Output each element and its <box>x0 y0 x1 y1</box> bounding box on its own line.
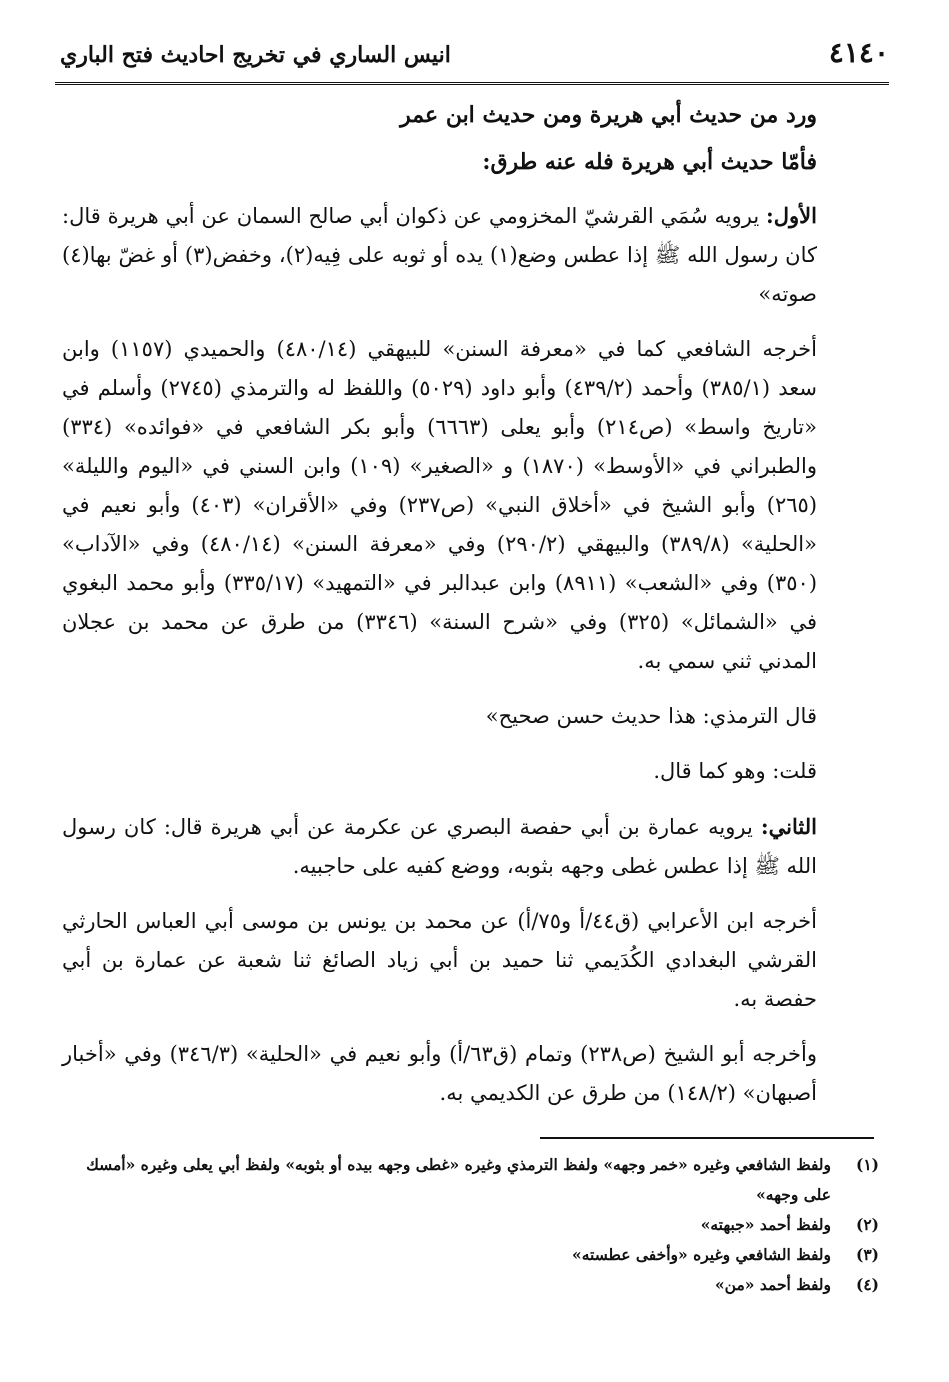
page-header <box>58 30 889 80</box>
second-route-label: الثاني: <box>760 814 817 839</box>
footnote-number: (٣) <box>855 1245 879 1264</box>
footnote <box>62 1270 879 1300</box>
footnote-text: ولفظ الشافعي وغيره «وأخفى عطسته» <box>572 1245 831 1264</box>
footnote-text: ولفظ الشافعي وغيره «خمر وجهه» ولفظ الترمذي وغيره «غطى وجهه بيده أو بثوبه» ولفظ أبي يعلى وغيره «أمسك على وجهه» <box>86 1155 831 1204</box>
running-title: انيس الساري في تخريج احاديث فتح الباري <box>60 42 451 68</box>
footnote <box>62 1210 879 1240</box>
first-route-text: يرويه سُمَي القرشيّ المخزومي عن ذكوان أبي صالح السمان عن أبي هريرة قال: كان رسول الله ﷺ إذا عطس وضع(١) يده أو ثوبه على فِيه(٢)، وخفض(٣) أو غضّ بها(٤) صوته» <box>62 204 818 306</box>
section-heading-2: فأمّا حديث أبي هريرة فله عنه طرق: <box>482 149 817 175</box>
paragraph-comment: قلت: وهو كما قال. <box>653 759 817 783</box>
footnote-number: (٤) <box>855 1275 879 1294</box>
paragraph-tirmidhi: قال الترمذي: هذا حديث حسن صحيح» <box>485 704 817 728</box>
paragraph-second-route <box>62 807 817 886</box>
header-divider <box>55 82 889 85</box>
footnote <box>62 1150 879 1210</box>
footnote-divider <box>540 1137 874 1139</box>
section-heading-1: ورد من حديث أبي هريرة ومن حديث ابن عمر <box>400 102 817 128</box>
footnote <box>62 1240 879 1270</box>
page-number: ٤١٤٠ <box>828 36 889 69</box>
footnote-number: (١) <box>855 1155 879 1174</box>
footnote-number: (٢) <box>855 1215 879 1234</box>
paragraph-takhrij-3: وأخرجه أبو الشيخ (ص٢٣٨) وتمام (ق٦٣/أ) وأبو نعيم في «الحلية» (٣٤٦/٣) وفي «أخبار أصبهان» (١٤٨/٢) من طرق عن الكديمي به. <box>62 1042 817 1105</box>
footnote-text: ولفظ أحمد «جبهته» <box>700 1215 831 1234</box>
paragraph-first-route <box>62 196 817 314</box>
paragraph-takhrij-1: أخرجه الشافعي كما في «معرفة السنن» للبيهقي (٤٨٠/١٤) والحميدي (١١٥٧) وابن سعد (٣٨٥/١) وأحمد (٤٣٩/٢) وأبو داود (٥٠٢٩) واللفظ له والترمذي (٢٧٤٥) وأسلم في «تاريخ واسط» (ص٢١٤) وأبو يعلى (٦٦٦٣) وأبو بكر الشافعي في «فوائده» (٣٣٤) والطبراني في «الأوسط» (١٨٧٠) و «الصغير» (١٠٩) وابن السني في «اليوم والليلة» (٢٦٥) وأبو الشيخ في «أخلاق النبي» (ص٢٣٧) وفي «الأقران» (٤٠٣) وأبو نعيم في «الحلية» (٣٨٩/٨) والبيهقي (٢٩٠/٢) وفي «معرفة السنن» (٤٨٠/١٤) وفي «الآداب» (٣٥٠) وفي «الشعب» (٨٩١١) وابن عبدالبر في «التمهيد» (٣٣٥/١٧) وأبو محمد البغوي في «الشمائل» (٣٢٥) وفي «شرح السنة» (٣٣٤٦) من طرق عن محمد بن عجلان المدني ثني سمي به. <box>62 337 818 673</box>
main-text <box>62 96 817 1129</box>
footnotes <box>62 1150 879 1300</box>
second-route-text: يرويه عمارة بن أبي حفصة البصري عن عكرمة عن أبي هريرة قال: كان رسول الله ﷺ إذا عطس غطى وجهه بثوبه، ووضع كفيه على حاجبيه. <box>62 815 817 878</box>
first-route-label: الأول: <box>766 203 817 228</box>
footnote-text: ولفظ أحمد «من» <box>714 1275 831 1294</box>
paragraph-takhrij-2: أخرجه ابن الأعرابي (ق٤٤/أ و٧٥/أ) عن محمد بن يونس بن موسى أبي العباس الحارثي القرشي البغدادي الكُدَيمي ثنا حميد بن أبي زياد الصائغ ثنا شعبة عن عمارة بن أبي حفصة به. <box>62 909 817 1011</box>
